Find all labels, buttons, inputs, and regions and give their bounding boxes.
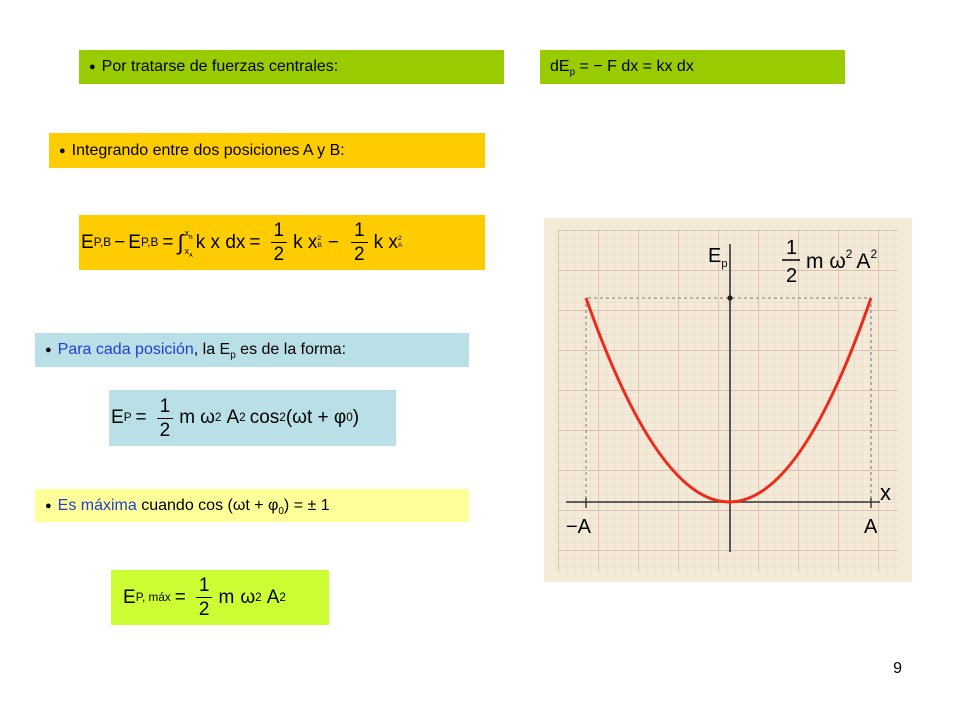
fraction-half: $\frac{1}{2}$ [271, 221, 288, 264]
each-position-box [35, 333, 469, 367]
max-energy-dot [727, 295, 732, 300]
potential-energy-equation: E P = $\frac{1}{2}$ m ω 2 A 2 cos 2 ( ωt + φ 0 ) [111, 395, 360, 441]
max-energy-equation: E P, máx = $\frac{1}{2}$ m ω 2 A 2 [123, 575, 286, 620]
fraction-half: $\frac{1}{2}$ [196, 576, 213, 619]
potential-energy-equation-box [109, 390, 396, 446]
left-amplitude-label: −A [566, 516, 592, 538]
major-grid [558, 230, 898, 572]
maximum-condition-box [35, 489, 469, 522]
central-forces-box [79, 50, 504, 84]
each-position-text: Para cada posición, la $E_p$ es de la forma: [57, 341, 347, 362]
potential-energy-graph [544, 218, 912, 582]
y-axis-label: $E_p$ [708, 245, 728, 270]
integral-sign: ∫ [177, 229, 184, 255]
max-energy-equation-box [111, 570, 329, 625]
bullet-icon: ● [59, 144, 66, 157]
dep-equation-box [540, 50, 845, 84]
maximum-condition-text: Es máxima cuando $\cos (\omega t + \varphi_0)$ = ± 1 [57, 496, 330, 517]
right-amplitude-label: A [864, 516, 878, 538]
integral-equation: E P,B − E P,B = ∫ $x_B$ $x_A$ k x dx = $\frac{1}{2}$ k x 2 B − $\frac{1}{2}$ k x 2 A [81, 220, 403, 265]
dep-equation: $dE_p$ = − F dx = kx dx [550, 58, 694, 79]
max-label-expression: m $\omega^2$ $A^2$ [806, 247, 878, 273]
integrating-text: Integrando entre dos posiciones A y B: [71, 141, 345, 159]
fraction-half: $\frac{1}{2}$ [351, 221, 368, 264]
bullet-icon: ● [45, 344, 52, 356]
bullet-icon: ● [45, 499, 52, 512]
graph-canvas [544, 218, 912, 582]
central-forces-text: Por tratarse de fuerzas centrales: [101, 58, 339, 75]
integral-equation-box [79, 215, 485, 270]
x-axis-label: x [880, 480, 891, 505]
integrating-box [49, 133, 485, 168]
page-number: 9 [893, 660, 902, 677]
bullet-icon: ● [89, 61, 96, 73]
max-label-denominator: 2 [786, 265, 798, 287]
max-label-numerator: 1 [786, 237, 798, 259]
fraction-half: $\frac{1}{2}$ [157, 397, 174, 440]
